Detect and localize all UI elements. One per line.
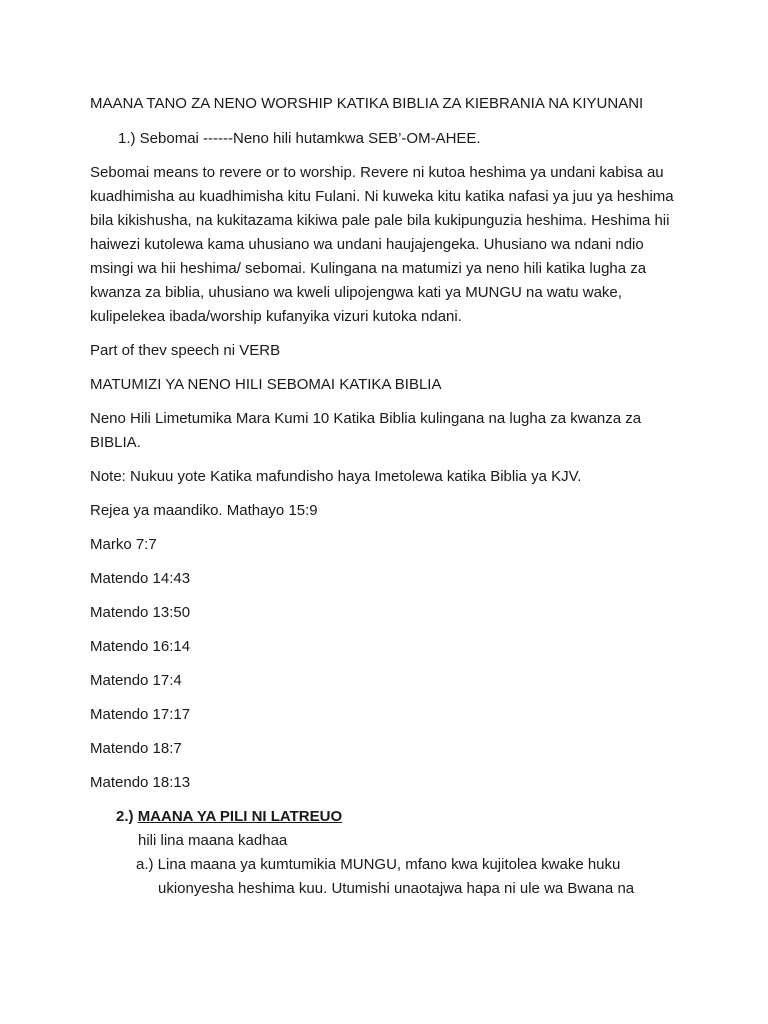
reference-item: Matendo 18:13 [90, 774, 191, 791]
reference-item: Matendo 13:50 [90, 604, 191, 621]
paragraph-sebomai: Sebomai means to revere or to worship. Revere ni kutoa heshima ya undani kabisa au kuadhimisha au kuadhimisha kitu Fulani. Ni kuweka kitu katika nafasi ya juu ya heshima bila kikishusha, na kukitazama kikiwa pale pale bila kukipunguzia heshima. Heshima hii haiwezi kutolewa kama uhusiano wa undani haujajengeka. Uhusiano wa ndani ndio msingi wa hii heshima/ sebomai. Kulingana na matumizi ya neno hili katika lugha za kwanza za biblia, uhusiano wa kweli ulipojengwa kati ya MUNGU na watu wake, kulipelekea ibada/worship kufanyika vizuri kutoka ndani. [90, 164, 674, 325]
reference-item: Matendo 17:17 [90, 706, 191, 723]
reference-item: Matendo 14:43 [90, 570, 191, 587]
section-2-item-a-line2: ukionyesha heshima kuu. Utumishi unaotajwa hapa ni ule wa Bwana na [158, 880, 635, 897]
usage-heading: MATUMIZI YA NENO HILI SEBOMAI KATIKA BIBLIA [90, 376, 442, 393]
reference-item: Marko 7:7 [90, 536, 157, 553]
section-2-heading [90, 805, 688, 829]
list-item-1: 1.) Sebomai ------Neno hili hutamkwa SEB’-OM-AHEE. [118, 130, 481, 147]
reference-item: Matendo 16:14 [90, 638, 191, 655]
reference-item: Rejea ya maandiko. Mathayo 15:9 [90, 502, 318, 519]
reference-item: Matendo 17:4 [90, 672, 182, 689]
section-2-item-a-line1: a.) Lina maana ya kumtumikia MUNGU, mfano kwa kujitolea kwake huku [136, 856, 621, 873]
document-title: MAANA TANO ZA NENO WORSHIP KATIKA BIBLIA ZA KIEBRANIA NA KIYUNANI [90, 95, 644, 112]
note-text: Note: Nukuu yote Katika mafundisho haya Imetolewa katika Biblia ya KJV. [90, 468, 582, 485]
section-2-number: 2.) [116, 808, 134, 825]
usage-text: Neno Hili Limetumika Mara Kumi 10 Katika Biblia kulingana na lugha za kwanza za BIBLIA. [90, 410, 642, 451]
section-2-title: MAANA YA PILI NI LATREUO [137, 808, 343, 825]
section-2-intro: hili lina maana kadhaa [138, 832, 288, 849]
part-of-speech: Part of thev speech ni VERB [90, 342, 281, 359]
section-2-item-a [90, 853, 676, 901]
reference-item: Matendo 18:7 [90, 740, 182, 757]
